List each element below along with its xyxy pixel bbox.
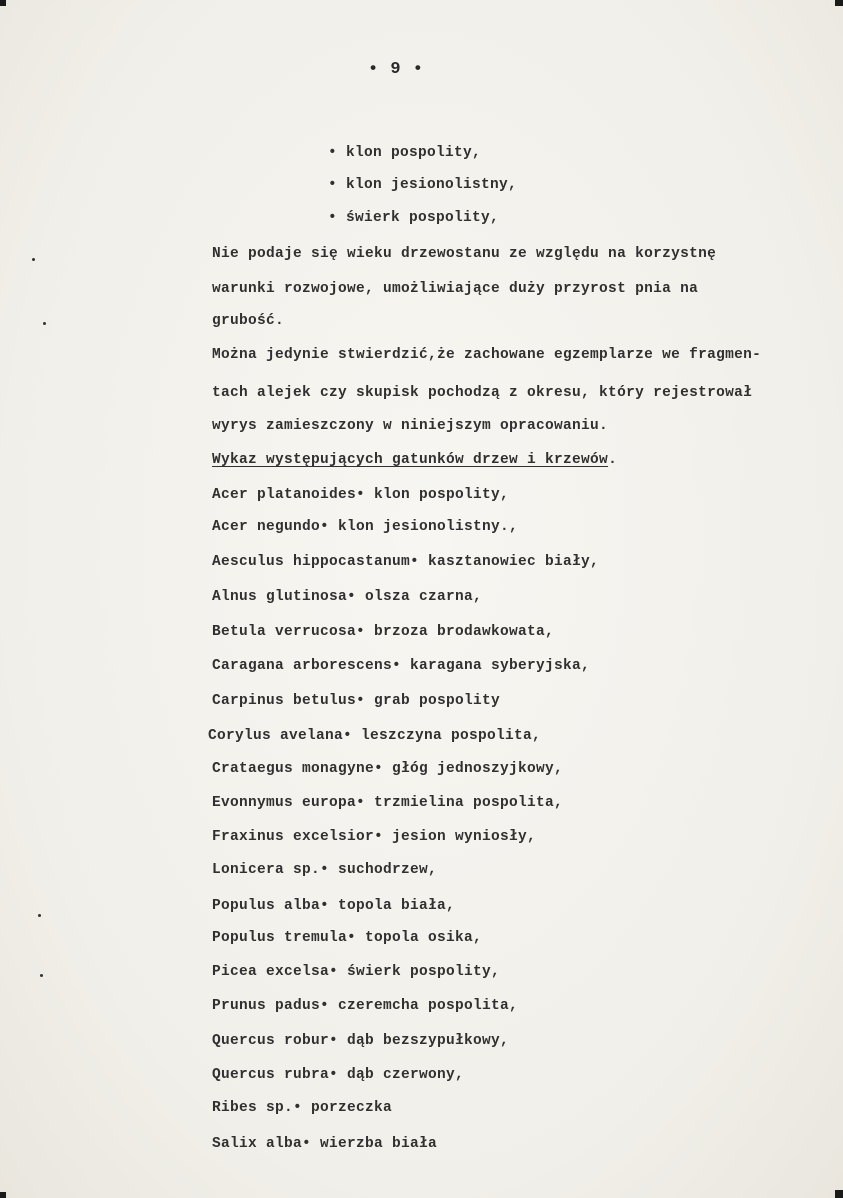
species-list-heading-text: Wykaz występujących gatunków drzew i krzewów (212, 452, 609, 468)
species-item: Picea excelsa• świerk pospolity, (212, 964, 501, 980)
paragraph-line: wyrys zamieszczony w niniejszym opracowaniu. (212, 418, 609, 434)
species-item: Fraxinus excelsior• jesion wyniosły, (212, 829, 537, 845)
species-item: Acer negundo• klon jesionolistny., (212, 519, 519, 535)
scan-corner-mark (835, 1190, 843, 1198)
page-number: • 9 • (368, 60, 425, 79)
scan-speck (32, 258, 35, 261)
scan-speck (38, 914, 41, 917)
species-item: Ribes sp.• porzeczka (212, 1100, 393, 1116)
species-item: Salix alba• wierzba biała (212, 1136, 438, 1152)
species-item: Evonnymus europa• trzmielina pospolita, (212, 795, 564, 811)
scan-speck (40, 974, 43, 977)
species-item: Populus alba• topola biała, (212, 898, 456, 914)
intro-list-item: • świerk pospolity, (328, 210, 500, 226)
species-list-heading (212, 452, 617, 468)
species-item: Prunus padus• czeremcha pospolita, (212, 998, 519, 1014)
species-item: Carpinus betulus• grab pospolity (212, 693, 501, 709)
species-item: Acer platanoides• klon pospolity, (212, 487, 510, 503)
species-item: Alnus glutinosa• olsza czarna, (212, 589, 483, 605)
species-item: Corylus avelana• leszczyna pospolita, (208, 728, 542, 744)
scan-corner-mark (835, 0, 843, 6)
species-item: Caragana arborescens• karagana syberyjska, (212, 658, 591, 674)
species-item: Aesculus hippocastanum• kasztanowiec biały, (212, 554, 600, 570)
species-item: Quercus robur• dąb bezszypułkowy, (212, 1033, 510, 1049)
species-item: Lonicera sp.• suchodrzew, (212, 862, 438, 878)
species-list-heading-suffix: . (608, 452, 618, 468)
intro-list-item: • klon jesionolistny, (328, 177, 518, 193)
paragraph-line: Można jedynie stwierdzić,że zachowane egzemplarze we fragmen- (212, 347, 762, 363)
paragraph-line: warunki rozwojowe, umożliwiające duży przyrost pnia na (212, 281, 699, 297)
species-item: Quercus rubra• dąb czerwony, (212, 1067, 465, 1083)
paragraph-line: Nie podaje się wieku drzewostanu ze względu na korzystnę (212, 246, 717, 262)
intro-list-item: • klon pospolity, (328, 145, 482, 161)
scan-corner-mark (0, 1192, 6, 1198)
species-item: Betula verrucosa• brzoza brodawkowata, (212, 624, 555, 640)
paragraph-line: grubość. (212, 313, 285, 329)
scan-corner-mark (0, 0, 6, 6)
species-item: Crataegus monagyne• głóg jednoszyjkowy, (212, 761, 564, 777)
paragraph-line: tach alejek czy skupisk pochodzą z okresu, który rejestrował (212, 385, 753, 401)
scan-speck (43, 322, 46, 325)
species-item: Populus tremula• topola osika, (212, 930, 483, 946)
